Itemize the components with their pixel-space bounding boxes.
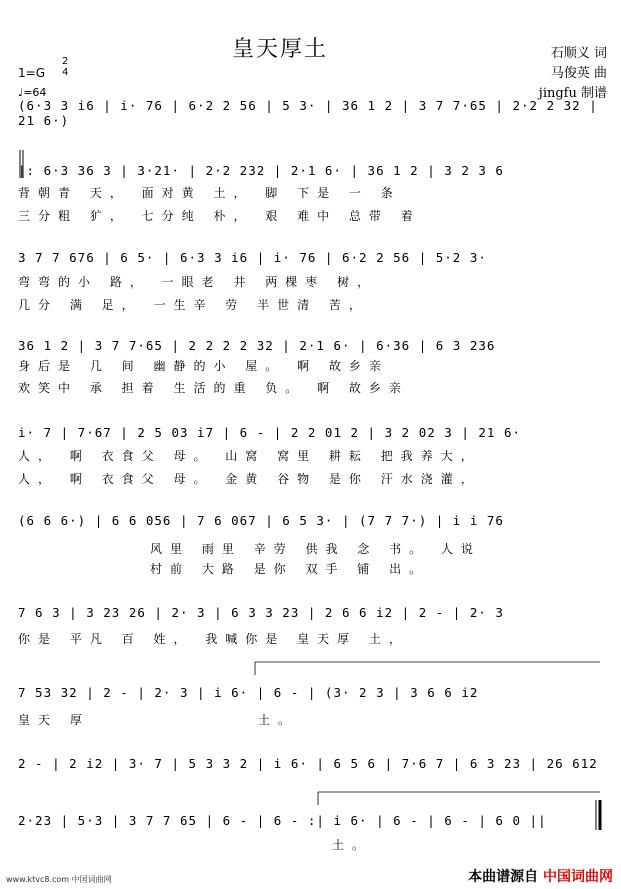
composer-credit: 马俊英 曲 xyxy=(550,66,607,81)
lyric-line: 弯弯的小 路， 一眼老 井 两棵枣 树， xyxy=(18,275,378,289)
lyric-line: 人， 啊 衣食父 母。 金黄 谷物 是你 汗水浇灌， xyxy=(18,472,481,486)
footer-source-text: 本曲谱源自 xyxy=(468,869,539,885)
notation: (6 6 6·) | 6 6 056 | 7 6 067 | 6 5 3· | (7 7 7·) | i i 76 xyxy=(18,513,504,528)
key-signature: 1=G xyxy=(18,66,45,80)
lyric-line: 欢笑中 承 担着 生活的重 负。 啊 故乡亲 xyxy=(18,381,409,395)
lyric-line: 身后是 几 间 幽静的小 屋。 啊 故乡亲 xyxy=(18,359,389,373)
footer-source xyxy=(468,866,613,886)
lyric-line: 皇天 厚 xyxy=(18,713,90,727)
notation: (6·3 3 i6 | i· 76 | 6·2 2 56 | 5 3· | 36 1 2 | 3 7 7·65 | 2·2 2 32 | 21 6·) xyxy=(18,98,598,128)
notation: 7 53 32 | 2 - | 2· 3 | i 6· | 6 - | (3· 2 3 | 3 6 6 i2 xyxy=(18,685,479,700)
lyricist-credit: 石顺义 词 xyxy=(550,46,607,61)
notation: i· 7 | 7·67 | 2 5 03 i7 | 6 - | 2 2 01 2 | 3 2 02 3 | 21 6· xyxy=(18,425,522,440)
lyric-line: 背朝青 天， 面对黄 土， 脚 下是 一 条 xyxy=(18,186,401,200)
transcriber-credit: jingfu 制谱 xyxy=(538,86,607,101)
song-title: 皇天厚土 xyxy=(232,37,329,62)
lyric-line: 三分粗 犷， 七分纯 朴， 艰 难中 总带 着 xyxy=(18,209,421,223)
notation: 3 7 7 676 | 6 5· | 6·3 3 i6 | i· 76 | 6·2 2 56 | 5·2 3· xyxy=(18,250,487,265)
lyric-line: 人， 啊 衣食父 母。 山窝 窝里 耕耘 把我养大， xyxy=(18,449,481,463)
tempo-mark: ♩=64 xyxy=(18,86,47,99)
lyric-line: 你是 平凡 百 姓， 我喊你是 皇天厚 土， xyxy=(18,632,409,646)
notation: 2·23 | 5·3 | 3 7 7 65 | 6 - | 6 - :| i 6· | 6 - | 6 - | 6 0 || xyxy=(18,813,547,828)
time-signature-top: 2 xyxy=(62,56,69,67)
notation: 7 6 3 | 3 23 26 | 2· 3 | 6 3 3 23 | 2 6 6 i2 | 2 - | 2· 3 xyxy=(18,605,504,620)
lyric-line: 土。 xyxy=(258,713,299,727)
notation: |: 6·3 36 3 | 3·21· | 2·2 232 | 2·1 6· | 36 1 2 | 3 2 3 6 xyxy=(18,163,504,178)
time-signature-bottom: 4 xyxy=(62,67,69,78)
lyric-line: 几分 满 足， 一生辛 劳 半世清 苦， xyxy=(18,298,369,312)
lyric-line: 土。 xyxy=(332,838,373,852)
notation: 2 - | 2 i2 | 3· 7 | 5 3 3 2 | i 6· | 6 5 6 | 7·6 7 | 6 3 23 | 26 612 xyxy=(18,756,598,771)
notation: 36 1 2 | 3 7 7·65 | 2 2 2 2 32 | 2·1 6· | 6·36 | 6 3 236 xyxy=(18,338,496,353)
lyric-line: 村前 大路 是你 双手 铺 出。 xyxy=(150,562,430,576)
footer-website: www.ktvc8.com 中国词曲网 xyxy=(6,875,112,884)
footer-source-site: 中国词曲网 xyxy=(543,869,613,885)
lyric-line: 风里 雨里 辛劳 供我 念 书。 人说 xyxy=(150,542,481,556)
